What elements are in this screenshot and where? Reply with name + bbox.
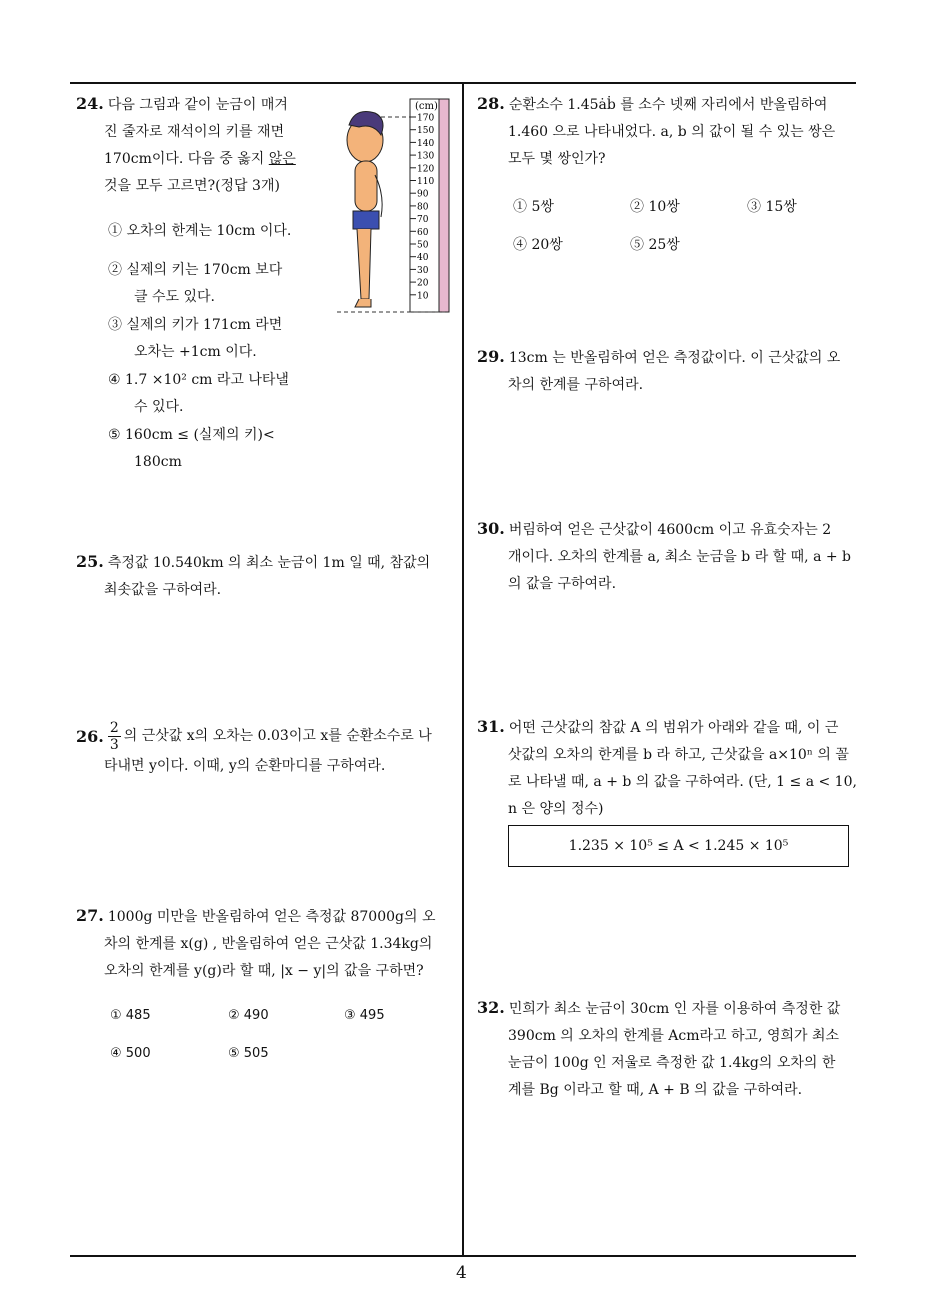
question-number: 29. <box>477 347 505 366</box>
choice-3[interactable]: ③ 15쌍 <box>747 199 797 215</box>
ruler-tick-label: 40 <box>417 253 429 264</box>
choice-1[interactable]: ① 485 <box>110 1008 151 1023</box>
q24-option-1: ① 오차의 한계는 10cm 이다. <box>108 223 292 239</box>
ruler-tick-label: 30 <box>417 265 429 276</box>
question-30: 30. 버림하여 얻은 근삿값이 4600cm 이고 유효숫자는 2 개이다. 오차의 한계를 a, 최소 눈금을 b 라 할 때, a + b 의 값을 구하여라. <box>477 519 852 592</box>
q24-option-5: ⑤ 160cm ≤ (실제의 키)< 180cm <box>108 427 275 470</box>
question-number: 27. <box>76 906 104 925</box>
ruler-tick-label: 130 <box>417 151 435 162</box>
ruler-tick-label: 90 <box>417 189 429 200</box>
choice-1[interactable]: ① 5쌍 <box>513 199 554 215</box>
ruler-tick-label: 110 <box>417 177 435 187</box>
choice-3[interactable]: ③ 495 <box>344 1008 385 1023</box>
page-number: 4 <box>456 1263 467 1283</box>
choice-5[interactable]: ⑤ 25쌍 <box>630 237 680 253</box>
question-26: 26. 2 3 의 근삿값 x의 오차는 0.03̇이고 x를 순환소수로 나 타내면 y이다. 이때, y의 순환마디를 구하여라. <box>76 720 432 774</box>
ruler-tick-label: 140 <box>417 138 435 149</box>
q24-option-3: ③ 실제의 키가 171cm 라면 오차는 +1cm 이다. <box>108 317 283 360</box>
ruler-unit-label: (cm) <box>415 101 438 112</box>
ruler-tick-label: 60 <box>417 227 429 238</box>
choice-4[interactable]: ④ 500 <box>110 1046 151 1061</box>
question-24: 24. 다음 그림과 같이 눈금이 매겨 진 줄자로 재석이의 키를 재면 170cm이다. 다음 중 옳지 않은 것을 모두 고르면?(정답 3개) <box>76 94 296 194</box>
ruler-tick-label: 70 <box>417 215 429 226</box>
question-number: 31. <box>477 717 505 736</box>
ruler-tick-label: 170 <box>417 113 435 124</box>
question-25: 25. 측정값 10.540km 의 최소 눈금이 1m 일 때, 참값의 최솟값을 구하여라. <box>76 552 431 598</box>
height-ruler-illustration <box>335 95 455 315</box>
q28-choices <box>513 196 843 256</box>
question-28: 28. 순환소수 1.45ȧḃ 를 소수 넷째 자리에서 반올림하여 1.460 으로 나타내었다. a, b 의 값이 될 수 있는 쌍은 모두 몇 쌍인가? <box>477 94 836 167</box>
boy-figure <box>347 112 383 308</box>
question-31: 31. 어떤 근삿값의 참값 A 의 범위가 아래와 같을 때, 이 근 삿값의 오차의 한계를 b 라 하고, 근삿값을 a×10ⁿ 의 꼴 로 나타낼 때, a + b 의 값을 구하여라. (단, 1 ≤ a < 10, n 은 양의 정수) <box>477 717 857 817</box>
q31-range-box: 1.235 × 10⁵ ≤ A < 1.245 × 10⁵ <box>508 825 849 867</box>
question-number: 32. <box>477 998 505 1017</box>
q27-choices <box>110 1008 440 1068</box>
ruler-tick-label: 20 <box>417 278 429 289</box>
fraction: 2 3 <box>109 720 119 753</box>
ruler-tick-label: 50 <box>417 240 429 251</box>
question-27: 27. 1000g 미만을 반올림하여 얻은 측정값 87000g의 오 차의 한계를 x(g) , 반올림하여 얻은 근삿값 1.34kg의 오차의 한계를 y(g)라 할 때, |x − y|의 값을 구하면? <box>76 906 436 979</box>
question-number: 24. <box>76 94 104 113</box>
q24-option-4: ④ 1.7 ×10² cm 라고 나타낼 수 있다. <box>108 372 289 415</box>
ruler-tick-label: 80 <box>417 202 429 213</box>
choice-5[interactable]: ⑤ 505 <box>228 1046 269 1061</box>
q24-option-2: ② 실제의 키는 170cm 보다 클 수도 있다. <box>108 262 283 305</box>
question-29: 29. 13cm 는 반올림하여 얻은 측정값이다. 이 근삿값의 오 차의 한계를 구하여라. <box>477 347 841 393</box>
column-divider <box>462 82 464 1256</box>
choice-4[interactable]: ④ 20쌍 <box>513 237 563 253</box>
question-number: 26. <box>76 727 104 746</box>
question-number: 30. <box>477 519 505 538</box>
ruler-tick-label: 120 <box>417 164 435 175</box>
choice-2[interactable]: ② 490 <box>228 1008 269 1023</box>
question-32: 32. 민희가 최소 눈금이 30cm 인 자를 이용하여 측정한 값 390cm 의 오차의 한계를 Acm라고 하고, 영희가 최소 눈금이 100g 인 저울로 측정한 값 1.4kg의 오차의 한 계를 Bg 이라고 할 때, A + B 의 값을 구하여라. <box>477 998 841 1098</box>
choice-2[interactable]: ② 10쌍 <box>630 199 680 215</box>
ruler-tick-label: 150 <box>417 126 435 137</box>
question-number: 25. <box>76 552 104 571</box>
ruler-tick-label: 10 <box>417 291 429 302</box>
question-number: 28. <box>477 94 505 113</box>
